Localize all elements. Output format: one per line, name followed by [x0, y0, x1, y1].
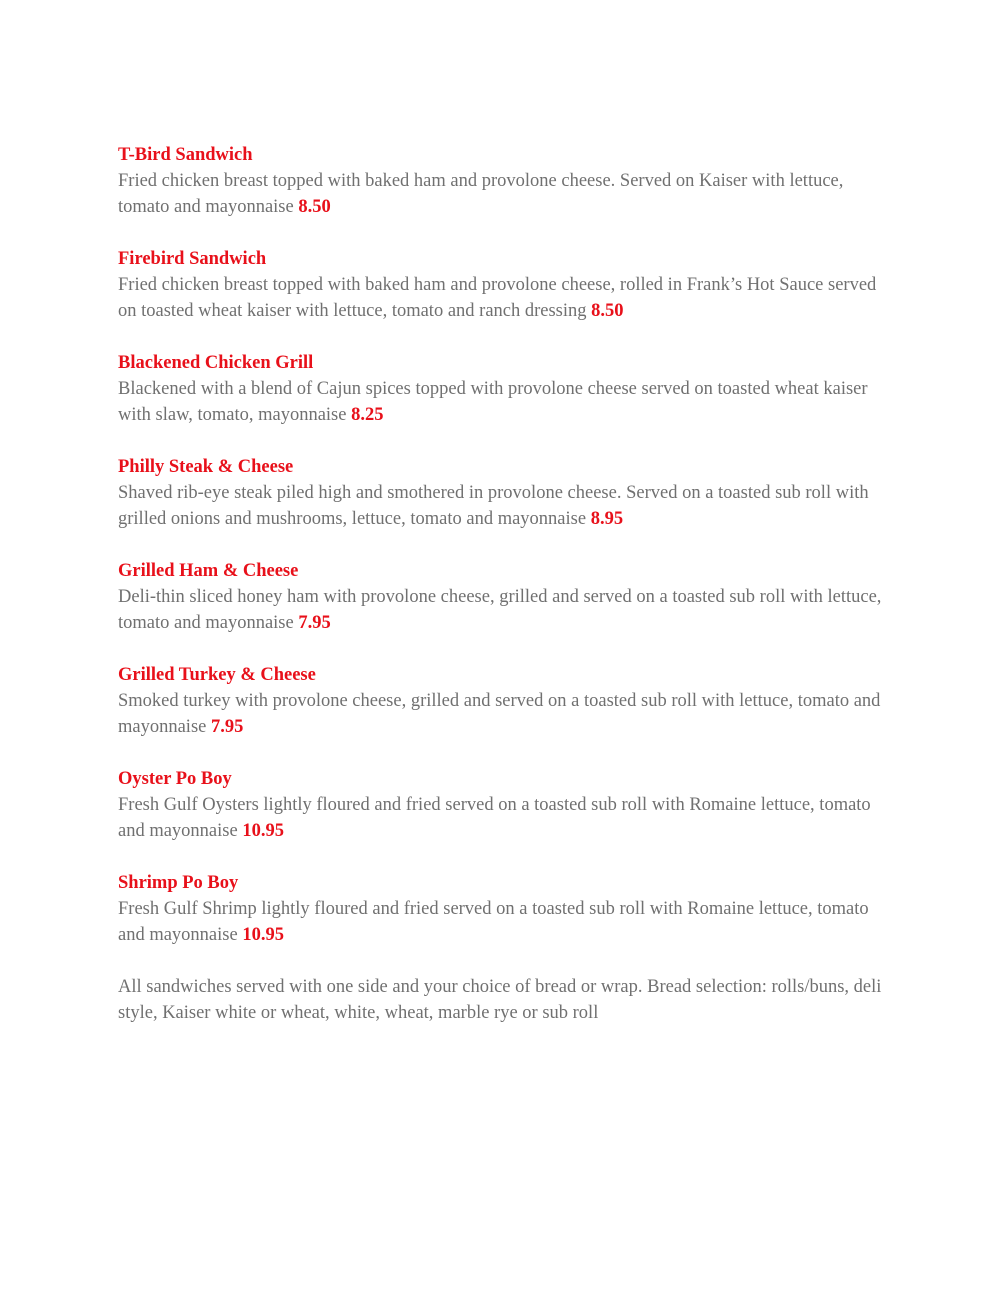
item-description-text: Smoked turkey with provolone cheese, grilled and served on a toasted sub roll with lettuce, tomato and mayonnaise — [118, 691, 881, 737]
item-price: 10.95 — [242, 821, 284, 841]
menu-item-grilled-ham-cheese — [118, 558, 888, 636]
bread-selection-note: All sandwiches served with one side and your choice of bread or wrap. Bread selection: rolls/buns, deli style, Kaiser white or wheat, white, wheat, marble rye or sub roll — [118, 977, 882, 1023]
item-name: Grilled Turkey & Cheese — [118, 665, 316, 685]
item-name: Shrimp Po Boy — [118, 873, 239, 893]
item-name: Grilled Ham & Cheese — [118, 561, 299, 581]
item-description-text: Deli-thin sliced honey ham with provolone cheese, grilled and served on a toasted sub roll with lettuce, tomato and mayonnaise — [118, 587, 882, 633]
item-description-text: Fresh Gulf Shrimp lightly floured and fried served on a toasted sub roll with Romaine lettuce, tomato and mayonnaise — [118, 899, 869, 945]
menu-item-firebird-sandwich — [118, 246, 888, 324]
item-description — [118, 376, 888, 428]
menu-item-grilled-turkey-cheese — [118, 662, 888, 740]
item-name: Blackened Chicken Grill — [118, 353, 314, 373]
menu-item-blackened-chicken-grill — [118, 350, 888, 428]
menu-item-shrimp-po-boy — [118, 870, 888, 948]
item-price: 8.50 — [591, 301, 624, 321]
item-description-text: Fried chicken breast topped with baked ham and provolone cheese. Served on Kaiser with lettuce, tomato and mayonnaise — [118, 171, 844, 217]
item-price: 8.95 — [590, 509, 624, 529]
item-price: 7.95 — [211, 717, 244, 737]
item-price: 8.50 — [298, 197, 331, 217]
item-description-text: Shaved rib-eye steak piled high and smothered in provolone cheese. Served on a toasted sub roll with grilled onions and mushrooms, lettuce, tomato and mayonnaise — [118, 483, 869, 529]
menu-item-t-bird-sandwich — [118, 142, 888, 220]
item-price: 7.95 — [298, 613, 331, 633]
menu-item-oyster-po-boy — [118, 766, 888, 844]
item-description-text: Fried chicken breast topped with baked ham and provolone cheese, rolled in Frank’s Hot Sauce served on toasted wheat kaiser with lettuce, tomato and ranch dressing — [118, 275, 877, 321]
item-name: T-Bird Sandwich — [118, 145, 253, 165]
item-description — [118, 168, 888, 220]
item-name: Oyster Po Boy — [118, 769, 232, 789]
item-description — [118, 480, 888, 532]
item-description — [118, 272, 888, 324]
item-price: 10.95 — [242, 925, 284, 945]
item-description-text: Blackened with a blend of Cajun spices topped with provolone cheese served on toasted wheat kaiser with slaw, tomato, mayonnaise — [118, 379, 868, 425]
item-name: Philly Steak & Cheese — [118, 457, 294, 477]
item-name: Firebird Sandwich — [118, 249, 267, 269]
menu-page — [118, 142, 888, 1026]
item-description — [118, 792, 888, 844]
item-description — [118, 688, 888, 740]
item-description — [118, 896, 888, 948]
menu-item-philly-steak-cheese — [118, 454, 888, 532]
item-price: 8.25 — [351, 405, 384, 425]
item-description-text: Fresh Gulf Oysters lightly floured and fried served on a toasted sub roll with Romaine lettuce, tomato and mayonnaise — [118, 795, 871, 841]
item-description — [118, 584, 888, 636]
